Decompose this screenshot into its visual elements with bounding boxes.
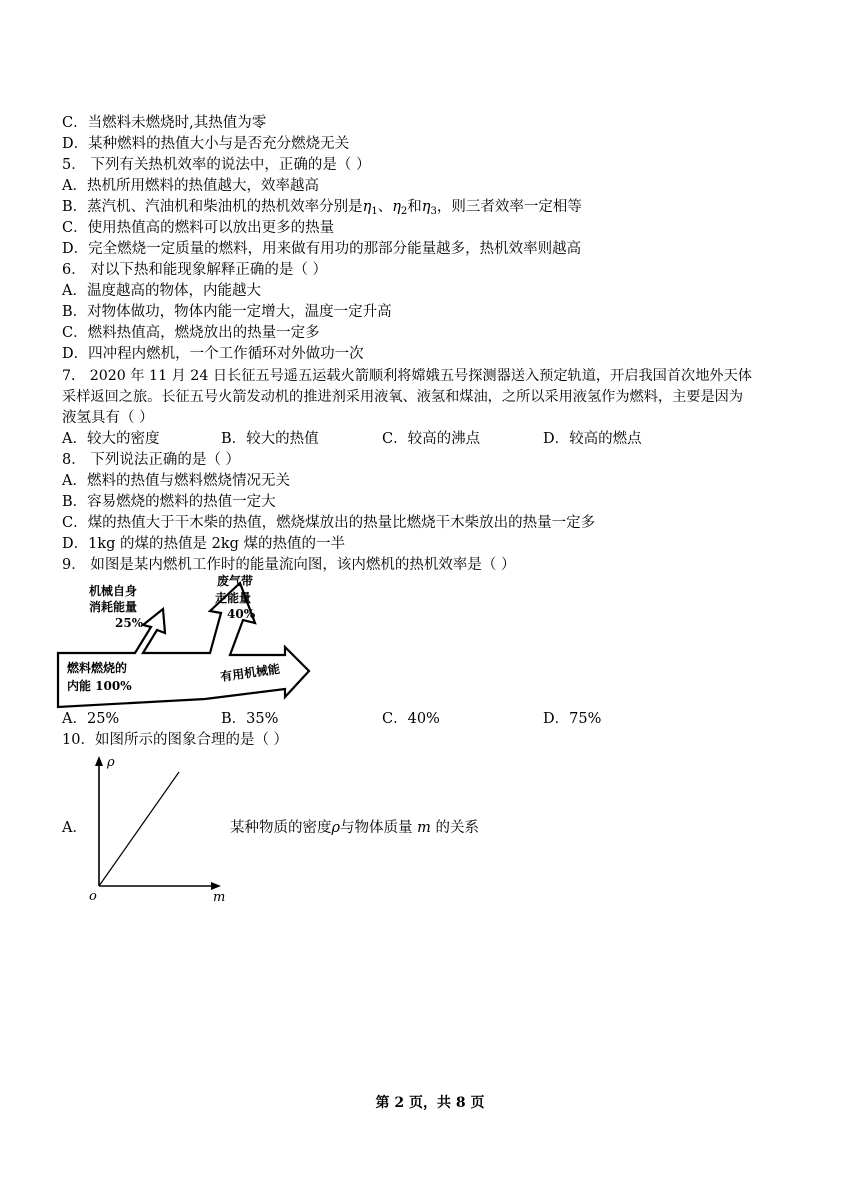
q4-option-d: D．某种燃料的热值大小与是否充分燃烧无关 xyxy=(62,136,350,152)
useful-energy-label: 有用机械能 xyxy=(219,661,281,684)
q8-option-c: C．煤的热值大于干木柴的热值，燃烧煤放出的热量比燃烧干木柴放出的热量一定多 xyxy=(62,515,596,531)
exhaust-pct: 40% xyxy=(227,607,256,621)
q7-stem-line3: 液氢具有（ ） xyxy=(62,410,154,426)
fuel-label-2: 内能 100% xyxy=(67,679,132,693)
q7-stem-line1: 7． 2020 年 11 月 24 日长征五号遥五运载火箭顺利将嫦娥五号探测器送入预定轨道，开启我国首次地外天体 xyxy=(62,368,752,384)
mech-loss-label-1: 机械自身 xyxy=(89,584,138,598)
q8-option-b: B．容易燃烧的燃料的热值一定大 xyxy=(62,494,276,510)
mech-loss-label-2: 消耗能量 xyxy=(89,600,138,614)
exhaust-label-2: 走能量 xyxy=(215,591,252,605)
q6-option-c: C．燃料热值高，燃烧放出的热量一定多 xyxy=(62,325,320,341)
mech-loss-pct: 25% xyxy=(115,616,144,630)
q9-stem: 9． 如图是某内燃机工作时的能量流向图，该内燃机的热机效率是（ ） xyxy=(62,557,516,573)
q9-option-c: C．40% xyxy=(382,711,440,727)
q7-stem-line2: 采样返回之旅。长征五号火箭发动机的推进剂采用液氧、液氢和煤油，之所以采用液氢作为燃料，主要是因为 xyxy=(62,389,744,405)
q6-option-a: A．温度越高的物体，内能越大 xyxy=(62,283,261,299)
q8-option-d: D．1kg 的煤的热值是 2kg 煤的热值的一半 xyxy=(62,536,346,552)
q5-option-d: D．完全燃烧一定质量的燃料，用来做有用功的那部分能量越多，热机效率则越高 xyxy=(62,241,582,257)
y-axis-label: ρ xyxy=(107,755,115,770)
q5-option-b: B．蒸汽机、汽油机和柴油机的热机效率分别是$\eta_1$、$\eta_2$和$\eta_3$，则三者效率一定相等 xyxy=(62,199,582,217)
q9-option-b: B．35% xyxy=(221,711,279,727)
q8-option-a: A．燃料的热值与燃料燃烧情况无关 xyxy=(62,473,290,489)
q6-option-b: B．对物体做功，物体内能一定增大，温度一定升高 xyxy=(62,304,392,320)
density-line xyxy=(99,772,179,886)
q10-option-a-desc: 某种物质的密度ρ与物体质量 m 的关系 xyxy=(230,820,479,836)
q6-option-d: D．四冲程内燃机，一个工作循环对外做功一次 xyxy=(62,346,364,362)
q10-stem: 10．如图所示的图象合理的是（ ） xyxy=(62,732,289,748)
q9-option-d: D．75% xyxy=(543,711,602,727)
q5-stem: 5． 下列有关热机效率的说法中，正确的是（ ） xyxy=(62,157,371,173)
density-mass-graph xyxy=(85,752,235,904)
q5-option-c: C．使用热值高的燃料可以放出更多的热量 xyxy=(62,220,335,236)
q6-stem: 6． 对以下热和能现象解释正确的是（ ） xyxy=(62,262,327,278)
page-footer: 第 2 页，共 8 页 xyxy=(375,1095,485,1111)
q7-option-d: D．较高的燃点 xyxy=(543,431,642,447)
q7-option-c: C．较高的沸点 xyxy=(382,431,481,447)
q7-option-b: B．较大的热值 xyxy=(221,431,319,447)
x-axis-label: m xyxy=(213,890,226,904)
origin-label: o xyxy=(89,889,97,904)
y-axis-arrow xyxy=(95,756,103,766)
exhaust-label-1: 废气带 xyxy=(217,574,254,588)
q8-stem: 8． 下列说法正确的是（ ） xyxy=(62,452,240,468)
q4-option-c: C．当燃料未燃烧时,其热值为零 xyxy=(62,115,267,131)
q9-option-a: A．25% xyxy=(62,711,120,727)
fuel-label-1: 燃料燃烧的 xyxy=(67,661,128,675)
q5-option-a: A．热机所用燃料的热值越大，效率越高 xyxy=(62,178,319,194)
x-axis-arrow xyxy=(211,882,221,890)
energy-flow-diagram xyxy=(55,573,315,713)
q10-option-a-label: A． xyxy=(62,820,87,836)
q7-option-a: A．较大的密度 xyxy=(62,431,160,447)
